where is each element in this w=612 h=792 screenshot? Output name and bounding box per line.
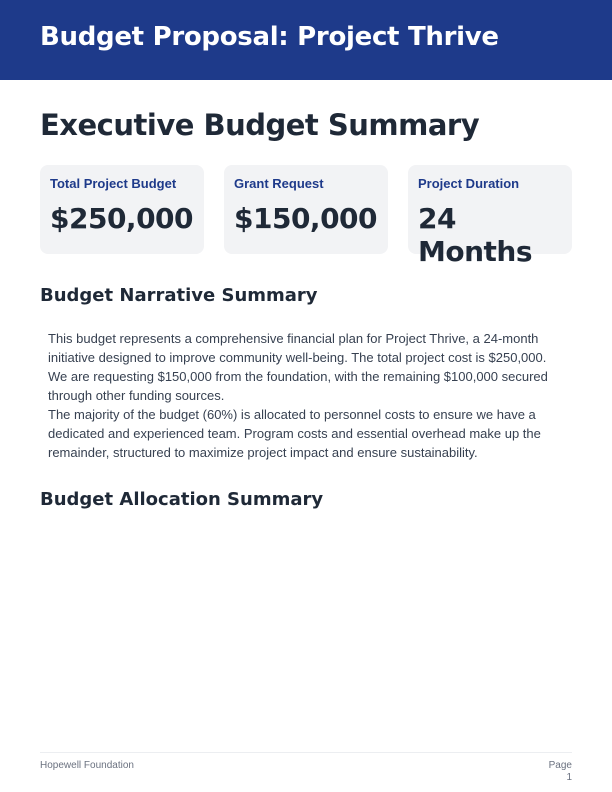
page-label: Page <box>548 760 572 771</box>
page-title: Executive Budget Summary <box>40 108 480 142</box>
total-budget-card <box>40 165 204 254</box>
card-value: $250,000 <box>50 202 194 235</box>
header-bar <box>0 0 612 80</box>
grant-request-card <box>224 165 388 254</box>
card-label: Grant Request <box>234 176 324 191</box>
footer-org: Hopewell Foundation <box>40 760 134 771</box>
page-indicator <box>532 760 572 784</box>
narrative-text <box>48 329 548 462</box>
narrative-paragraph: This budget represents a comprehensive financial plan for Project Thrive, a 24-month initiative designed to improve community well-being. The total project cost is $250,000. We are requesting $150,000 from the foundation, with the remaining $100,000 secured through other funding sources. <box>48 331 548 403</box>
narrative-heading: Budget Narrative Summary <box>40 285 318 306</box>
narrative-paragraph: The majority of the budget (60%) is allocated to personnel costs to ensure we have a dedicated and experienced team. Program costs and essential overhead make up the remainder, structured to maximize project impact and ensure sustainability. <box>48 407 541 460</box>
document-title: Budget Proposal: Project Thrive <box>40 22 499 52</box>
card-label: Total Project Budget <box>50 176 177 191</box>
allocation-heading: Budget Allocation Summary <box>40 489 324 510</box>
card-value: $150,000 <box>234 202 378 235</box>
card-value: 24 Months <box>418 202 533 268</box>
page-number: 1 <box>566 772 572 783</box>
footer-divider <box>40 752 572 753</box>
project-duration-card <box>408 165 572 268</box>
card-label: Project Duration <box>418 176 520 191</box>
